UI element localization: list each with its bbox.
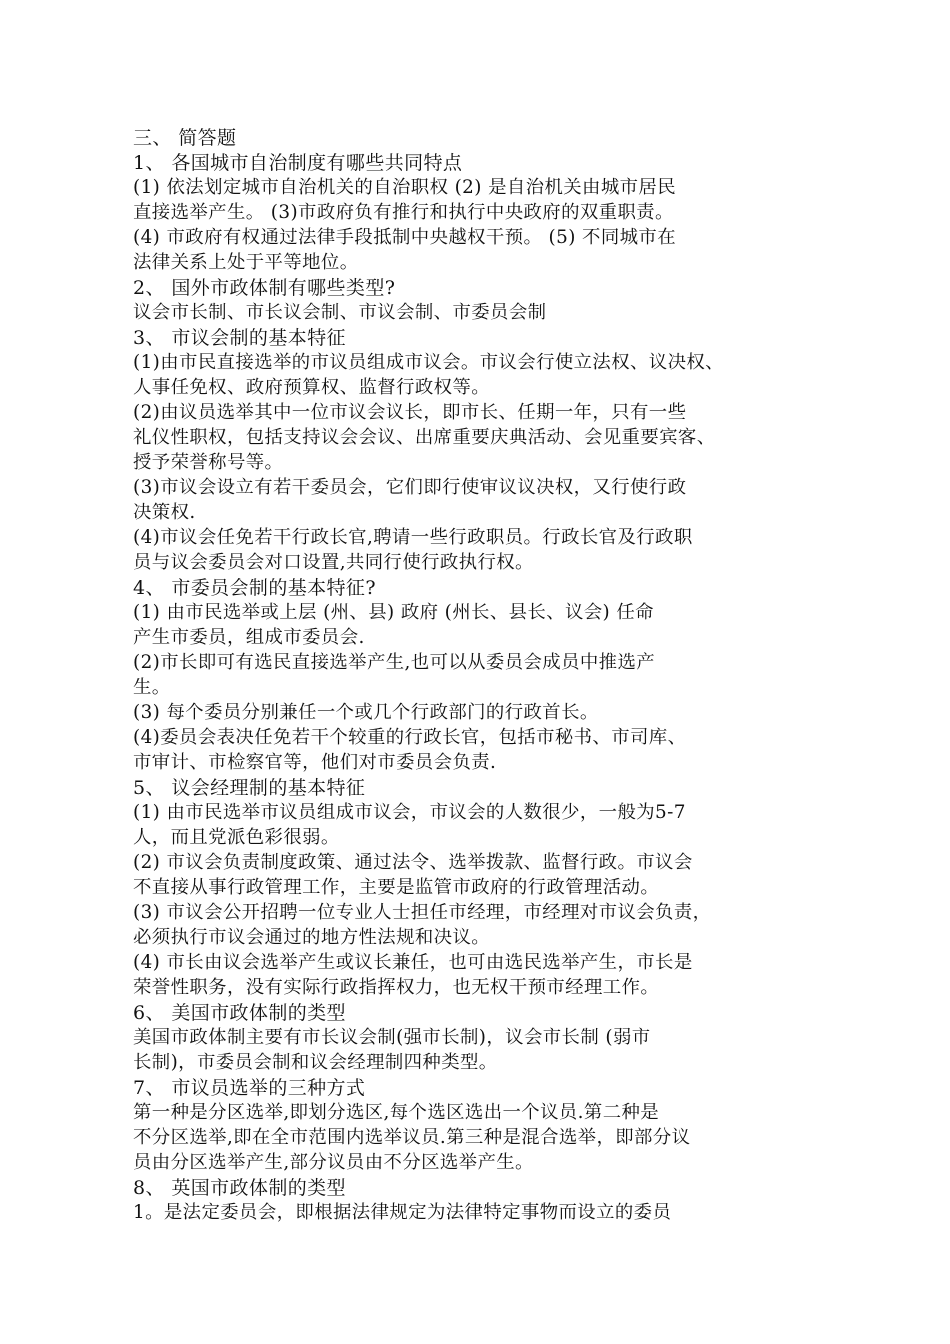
text-line: (4) 市长由议会选举产生或议长兼任，也可由选民选举产生，市长是 — [133, 952, 693, 973]
text-line: 1。是法定委员会，即根据法律规定为法律特定事物而设立的委员 — [133, 1202, 672, 1223]
text-line: 直接选举产生。 (3)市政府负有推行和执行中央政府的双重职责。 — [133, 202, 674, 223]
text-line: 授予荣誉称号等。 — [133, 452, 284, 473]
question-heading: 7、 市议员选举的三种方式 — [133, 1077, 366, 1099]
text-line: 法律关系上处于平等地位。 — [133, 252, 359, 273]
text-line: (4) 市政府有权通过法律手段抵制中央越权干预。 (5) 不同城市在 — [133, 227, 677, 248]
text-line: 人，而且党派色彩很弱。 — [133, 827, 340, 848]
text-line: (1)由市民直接选举的市议员组成市议会。市议会行使立法权、议决权、 — [133, 352, 724, 373]
text-line: 市审计、市检察官等，他们对市委员会负责. — [133, 752, 497, 773]
text-line: (1) 依法划定城市自治机关的自治职权 (2) 是自治机关由城市居民 — [133, 177, 677, 198]
text-line: 不分区选举,即在全市范围内选举议员.第三种是混合选举，即部分议 — [133, 1127, 691, 1148]
text-line: (3)市议会设立有若干委员会，它们即行使审议议决权，又行使行政 — [133, 477, 687, 498]
text-line: 礼仪性职权，包括支持议会会议、出席重要庆典活动、会见重要宾客、 — [133, 427, 716, 448]
question-heading: 5、 议会经理制的基本特征 — [133, 777, 366, 799]
text-line: 员由分区选举产生,部分议员由不分区选举产生。 — [133, 1152, 534, 1173]
text-line: 议会市长制、市长议会制、市议会制、市委员会制 — [133, 302, 547, 323]
question-heading: 3、 市议会制的基本特征 — [133, 327, 346, 349]
section-heading: 三、 简答题 — [133, 127, 237, 149]
text-line: 不直接从事行政管理工作，主要是监管市政府的行政管理活动。 — [133, 877, 660, 898]
text-line: 人事任免权、政府预算权、监督行政权等。 — [133, 377, 491, 398]
text-line: (1) 由市民选举或上层 (州、县) 政府 (州长、县长、议会) 任命 — [133, 602, 654, 623]
text-line: 决策权. — [133, 502, 196, 523]
text-line: 必须执行市议会通过的地方性法规和决议。 — [133, 927, 491, 948]
text-line: (3) 每个委员分别兼任一个或几个行政部门的行政首长。 — [133, 702, 599, 723]
text-line: (4)委员会表决任免若干个较重的行政长官，包括市秘书、市司库、 — [133, 727, 687, 748]
text-line: (2)由议员选举其中一位市议会议长，即市长、任期一年，只有一些 — [133, 402, 687, 423]
text-line: (1) 由市民选举市议员组成市议会，市议会的人数很少，一般为5-7 — [133, 802, 686, 823]
text-line: 长制)，市委员会制和议会经理制四种类型。 — [133, 1052, 498, 1073]
question-heading: 1、 各国城市自治制度有哪些共同特点 — [133, 152, 463, 174]
text-line: 生。 — [133, 677, 171, 698]
question-heading: 8、 英国市政体制的类型 — [133, 1177, 346, 1199]
question-heading: 4、 市委员会制的基本特征? — [133, 577, 376, 599]
question-heading: 2、 国外市政体制有哪些类型? — [133, 277, 396, 299]
text-line: (2) 市议会负责制度政策、通过法令、选举拨款、监督行政。市议会 — [133, 852, 693, 873]
question-heading: 6、 美国市政体制的类型 — [133, 1002, 346, 1024]
text-line: 美国市政体制主要有市长议会制(强市长制)，议会市长制 (弱市 — [133, 1027, 651, 1048]
text-line: (3) 市议会公开招聘一位专业人士担任市经理，市经理对市议会负责， — [133, 902, 712, 923]
text-line: (4)市议会任免若干行政长官,聘请一些行政职员。行政长官及行政职 — [133, 527, 693, 548]
text-line: 产生市委员，组成市委员会. — [133, 627, 365, 648]
text-line: 荣誉性职务，没有实际行政指挥权力，也无权干预市经理工作。 — [133, 977, 660, 998]
text-line: (2)市长即可有选民直接选举产生,也可以从委员会成员中推选产 — [133, 652, 656, 673]
text-line: 员与议会委员会对口设置,共同行使行政执行权。 — [133, 552, 534, 573]
text-line: 第一种是分区选举,即划分选区,每个选区选出一个议员.第二种是 — [133, 1102, 660, 1123]
